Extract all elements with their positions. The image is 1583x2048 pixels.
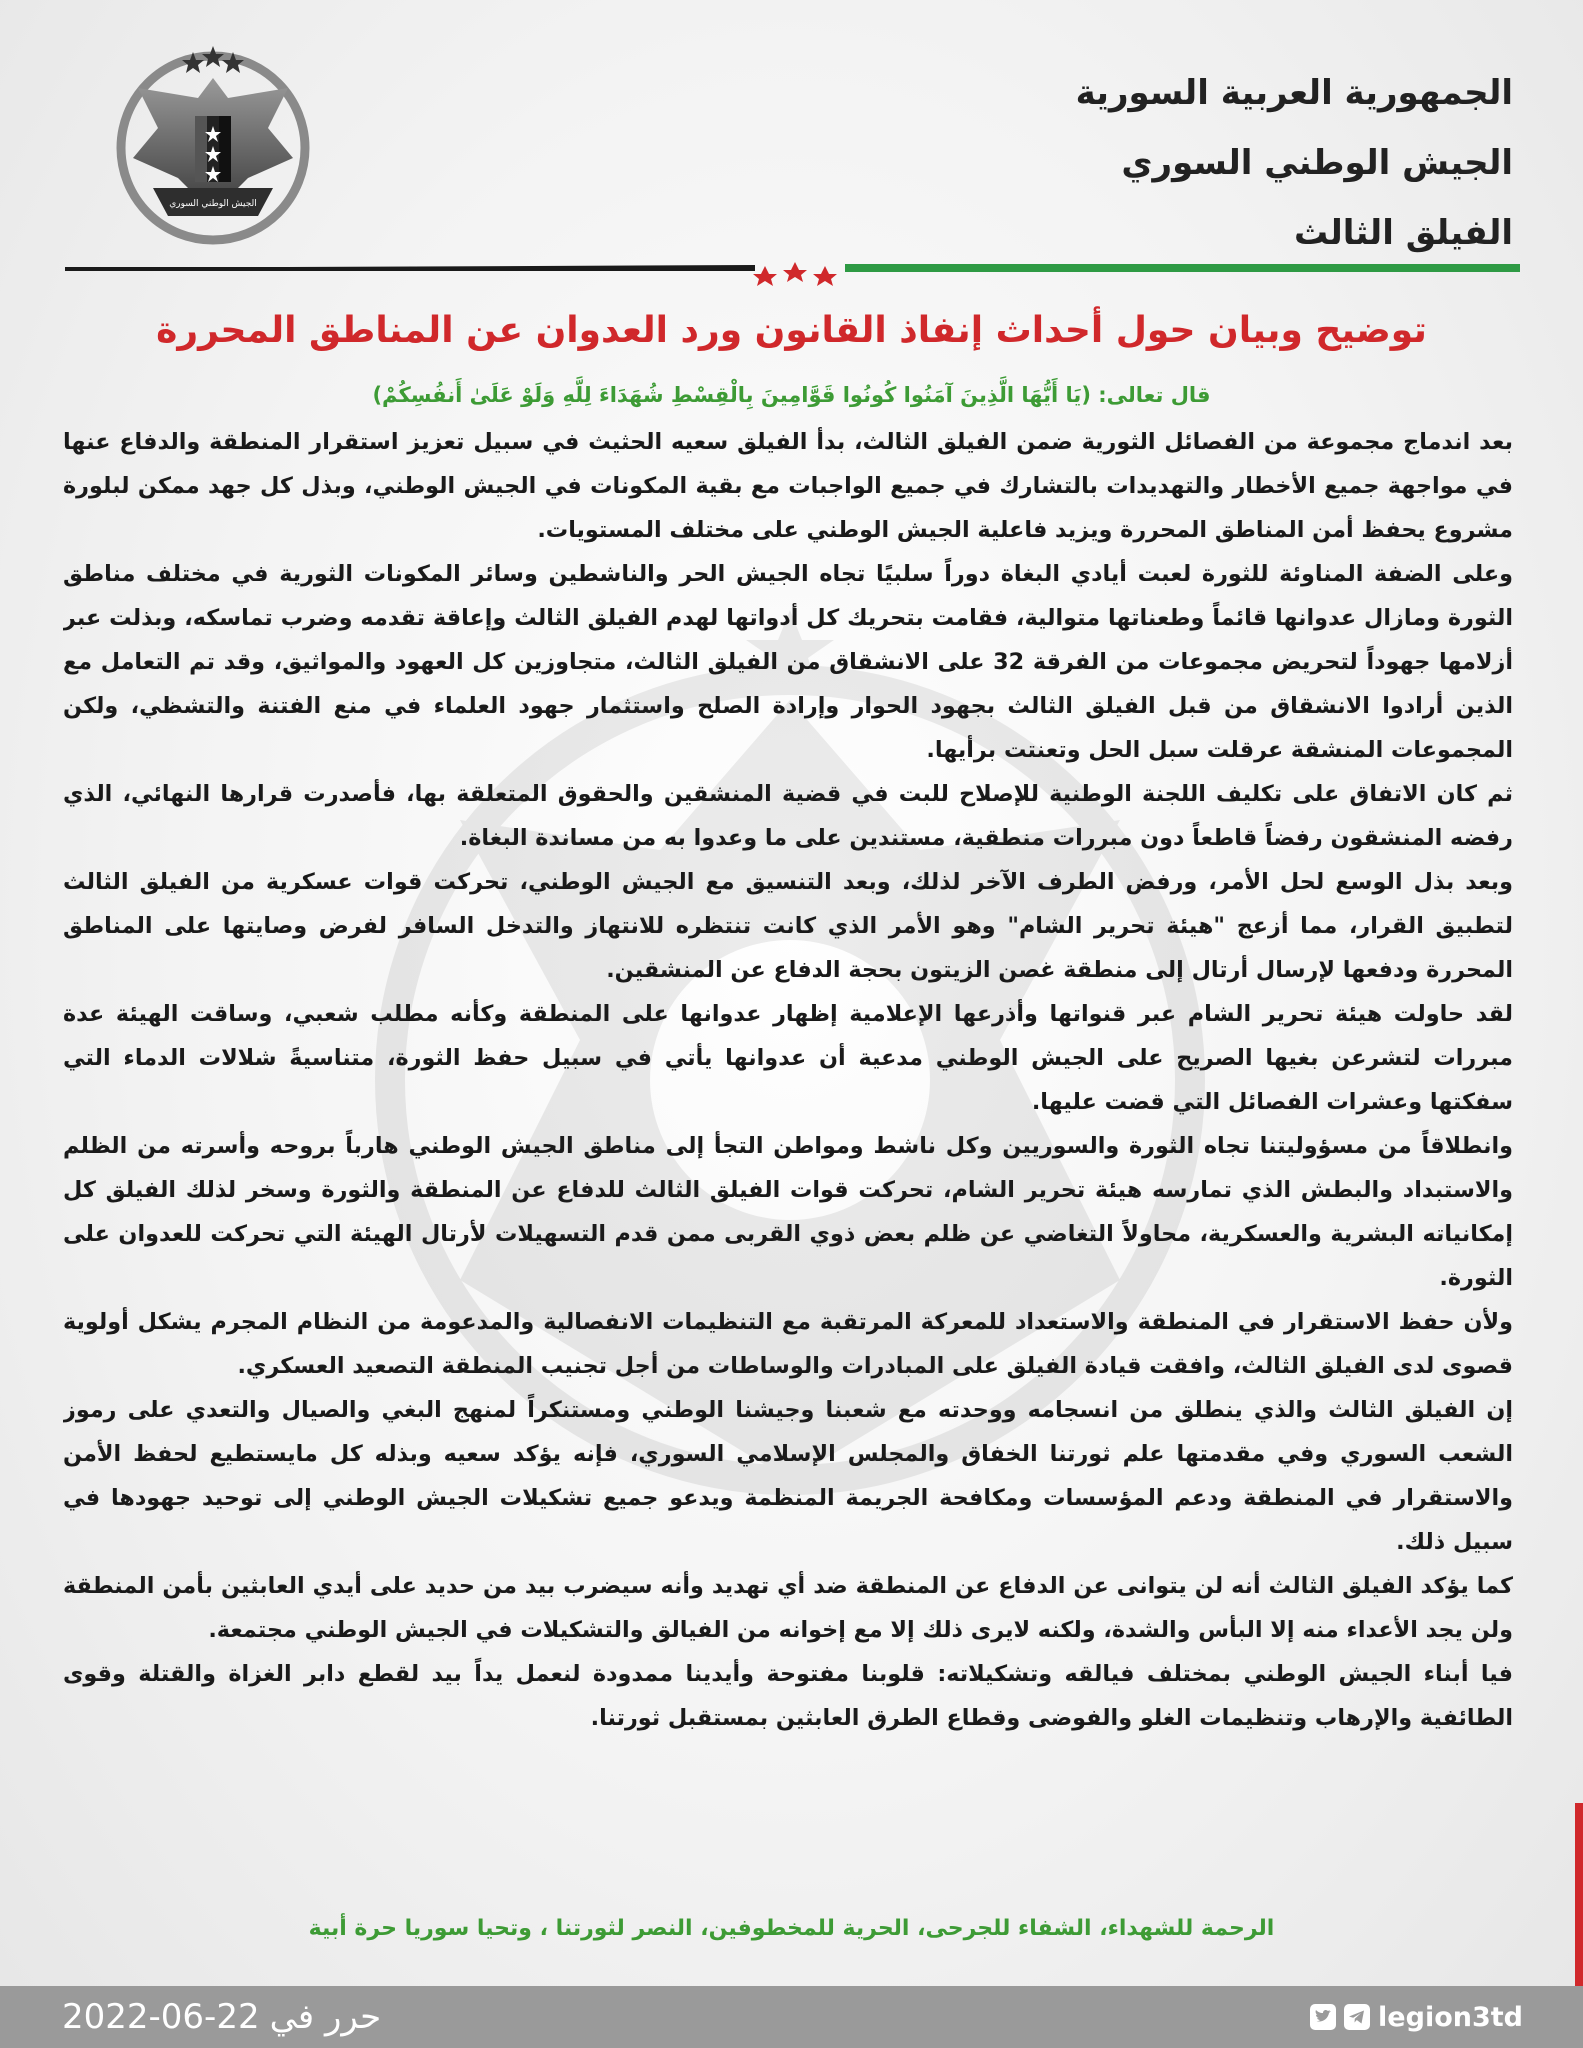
twitter-icon[interactable] xyxy=(1310,2004,1336,2030)
army-emblem-logo xyxy=(108,38,318,248)
corps-name: الفيلق الثالث xyxy=(1294,213,1513,253)
date-value: 2022-06-22 xyxy=(62,1997,260,2037)
country-name: الجمهورية العربية السورية xyxy=(1075,73,1513,113)
closing-line: الرحمة للشهداء، الشفاء للجرحى، الحرية للمخطوفين، النصر لثورتنا ، وتحيا سوريا حرة أبية xyxy=(308,1916,1275,1941)
paragraph-7: ولأن حفظ الاستقرار في المنطقة والاستعداد للمعركة المرتقبة مع التنظيمات الانفصالية والمدعومة من النظام المجرم يشكل أولوية قصوى لدى الفيلق الثالث، وافقت قيادة الفيلق على المبادرات والوساطات من أجل تجنيب المنطقة التصعيد العسكري. xyxy=(63,1309,1513,1379)
paragraph-10: فيا أبناء الجيش الوطني بمختلف فيالقه وتشكيلاته: قلوبنا مفتوحة وأيدينا ممدودة لنعمل يداً بيد لقطع دابر الغزاة والقتلة وقوى الطائفية والإرهاب وتنظيمات الغلو والفوضى وقطاع الطرق العابثين بمستقبل ثورتنا. xyxy=(63,1661,1513,1731)
paragraph-3: ثم كان الاتفاق على تكليف اللجنة الوطنية للإصلاح للبت في قضية المنشقين والحقوق المتعلقة بها، فأصدرت قرارها النهائي، الذي رفضه المنشقون رفضاً قاطعاً دون مبررات منطقية، مستندين على ما وعدوا به من مساندة البغاة. xyxy=(63,781,1513,851)
paragraph-4: وبعد بذل الوسع لحل الأمر، ورفض الطرف الآخر لذلك، وبعد التنسيق مع الجيش الوطني، تحركت قوات عسكرية من الفيلق الثالث لتطبيق القرار، مما أزعج "هيئة تحرير الشام" وهو الأمر الذي كانت تنتظره للانتهاز والتدخل السافر لفرض وصايتها على المناطق المحررة ودفعها لإرسال أرتال إلى منطقة غصن الزيتون بحجة الدفاع عن المنشقين. xyxy=(63,869,1513,983)
flag-divider xyxy=(65,262,1520,286)
paragraph-5: لقد حاولت هيئة تحرير الشام عبر قنواتها وأذرعها الإعلامية إظهار عدوانها على المنطقة وكأنه مطلب شعبي، وساقت الهيئة عدة مبررات لتشرعن بغيها الصريح على الجيش الوطني مدعية أن عدوانها يأتي في سبيل حفظ الثورة، متناسيةً شلالات الدماء التي سفكتها وعشرات الفصائل التي قضت عليها. xyxy=(63,1001,1513,1115)
quran-verse: قال تعالى: (يَا أَيُّهَا الَّذِينَ آمَنُوا كُونُوا قَوَّامِينَ بِالْقِسْطِ شُهَدَاءَ لِلَّهِ وَلَوْ عَلَىٰ أَنفُسِكُمْ) xyxy=(372,383,1211,407)
date-label: حرر في xyxy=(269,1997,382,2037)
social-brand[interactable] xyxy=(1310,1998,1523,2036)
footer-bar xyxy=(0,1986,1583,2048)
issue-date xyxy=(62,1992,381,2042)
accent-bar xyxy=(1575,1803,1583,1988)
document-title: توضيح وبيان حول أحداث إنفاذ القانون ورد العدوان عن المناطق المحررة xyxy=(156,310,1427,351)
paragraph-6: وانطلاقاً من مسؤوليتنا تجاه الثورة والسوريين وكل ناشط ومواطن التجأ إلى مناطق الجيش الوطني هارباً بروحه وأسرته من الظلم والاستبداد والبطش الذي تمارسه هيئة تحرير الشام، تحركت قوات الفيلق الثالث للدفاع عن المنطقة والثورة وسخر لذلك الفيلق كل إمكانياته البشرية والعسكرية، محاولاً التغاضي عن ظلم بعض ذوي القربى ممن قدم التسهيلات لأرتال الهيئة التي تحركت للعدوان على الثورة. xyxy=(63,1133,1513,1291)
logo-caption: الجيش الوطني السوري xyxy=(169,199,257,209)
telegram-icon[interactable] xyxy=(1344,2004,1370,2030)
paragraph-8: إن الفيلق الثالث والذي ينطلق من انسجامه ووحدته مع شعبنا وجيشنا الوطني ومستنكراً لمنهج البغي والصيال والتعدي على رموز الشعب السوري وفي مقدمتها علم ثورتنا الخفاق والمجلس الإسلامي السوري، فإنه يؤكد سعيه وبذله كل مايستطيع لحفظ الأمن والاستقرار في المنطقة ودعم المؤسسات ومكافحة الجريمة المنظمة ويدعو جميع تشكيلات الجيش الوطني إلى توحيد جهودها في سبيل ذلك. xyxy=(63,1397,1513,1555)
header-titles xyxy=(913,58,1513,268)
paragraph-9: كما يؤكد الفيلق الثالث أنه لن يتوانى عن الدفاع عن المنطقة ضد أي تهديد وأنه سيضرب بيد من حديد على أيدي العابثين بأمن المنطقة ولن يجد الأعداء منه إلا البأس والشدة، ولكنه لايرى ذلك إلا مع إخوانه من الفيالق والتشكيلات في الجيش الوطني مجتمعة. xyxy=(63,1573,1513,1643)
paragraph-1: بعد اندماج مجموعة من الفصائل الثورية ضمن الفيلق الثالث، بدأ الفيلق سعيه الحثيث في سبيل تعزيز استقرار المنطقة والدفاع عنها في مواجهة جميع الأخطار والتهديدات بالتشارك في جميع الواجبات مع بقية المكونات في الجيش الوطني، وبذل كل جهد ممكن لبلورة مشروع يحفظ أمن المناطق المحررة ويزيد فاعلية الجيش الوطني على مختلف المستويات. xyxy=(63,429,1513,543)
brand-handle[interactable]: legion3td xyxy=(1378,2001,1523,2033)
paragraph-2: وعلى الضفة المناوئة للثورة لعبت أيادي البغاة دوراً سلبيًا تجاه الجيش الحر والناشطين وسائر المكونات الثورية في مختلف مناطق الثورة ومازال عدوانها قائماً وطعناتها متوالية، فقامت بتحريك كل أدواتها لهدم الفيلق الثالث وإعاقة تقدمه وضرب تماسكه، وبذلت عبر أزلامها جهوداً لتحريض مجموعات من الفرقة 32 على الانشقاق من الفيلق الثالث، متجاوزين كل العهود والمواثيق، وقد تم التعامل مع الذين أرادوا الانشقاق من قبل الفيلق الثالث بجهود الحوار وإرادة الصلح واستثمار جهود العلماء في منع الفتنة والتشظي، ولكن المجموعات المنشقة عرقلت سبل الحل وتعنتت برأيها. xyxy=(63,561,1513,763)
statement-body xyxy=(63,420,1513,1880)
army-name: الجيش الوطني السوري xyxy=(1121,143,1513,183)
